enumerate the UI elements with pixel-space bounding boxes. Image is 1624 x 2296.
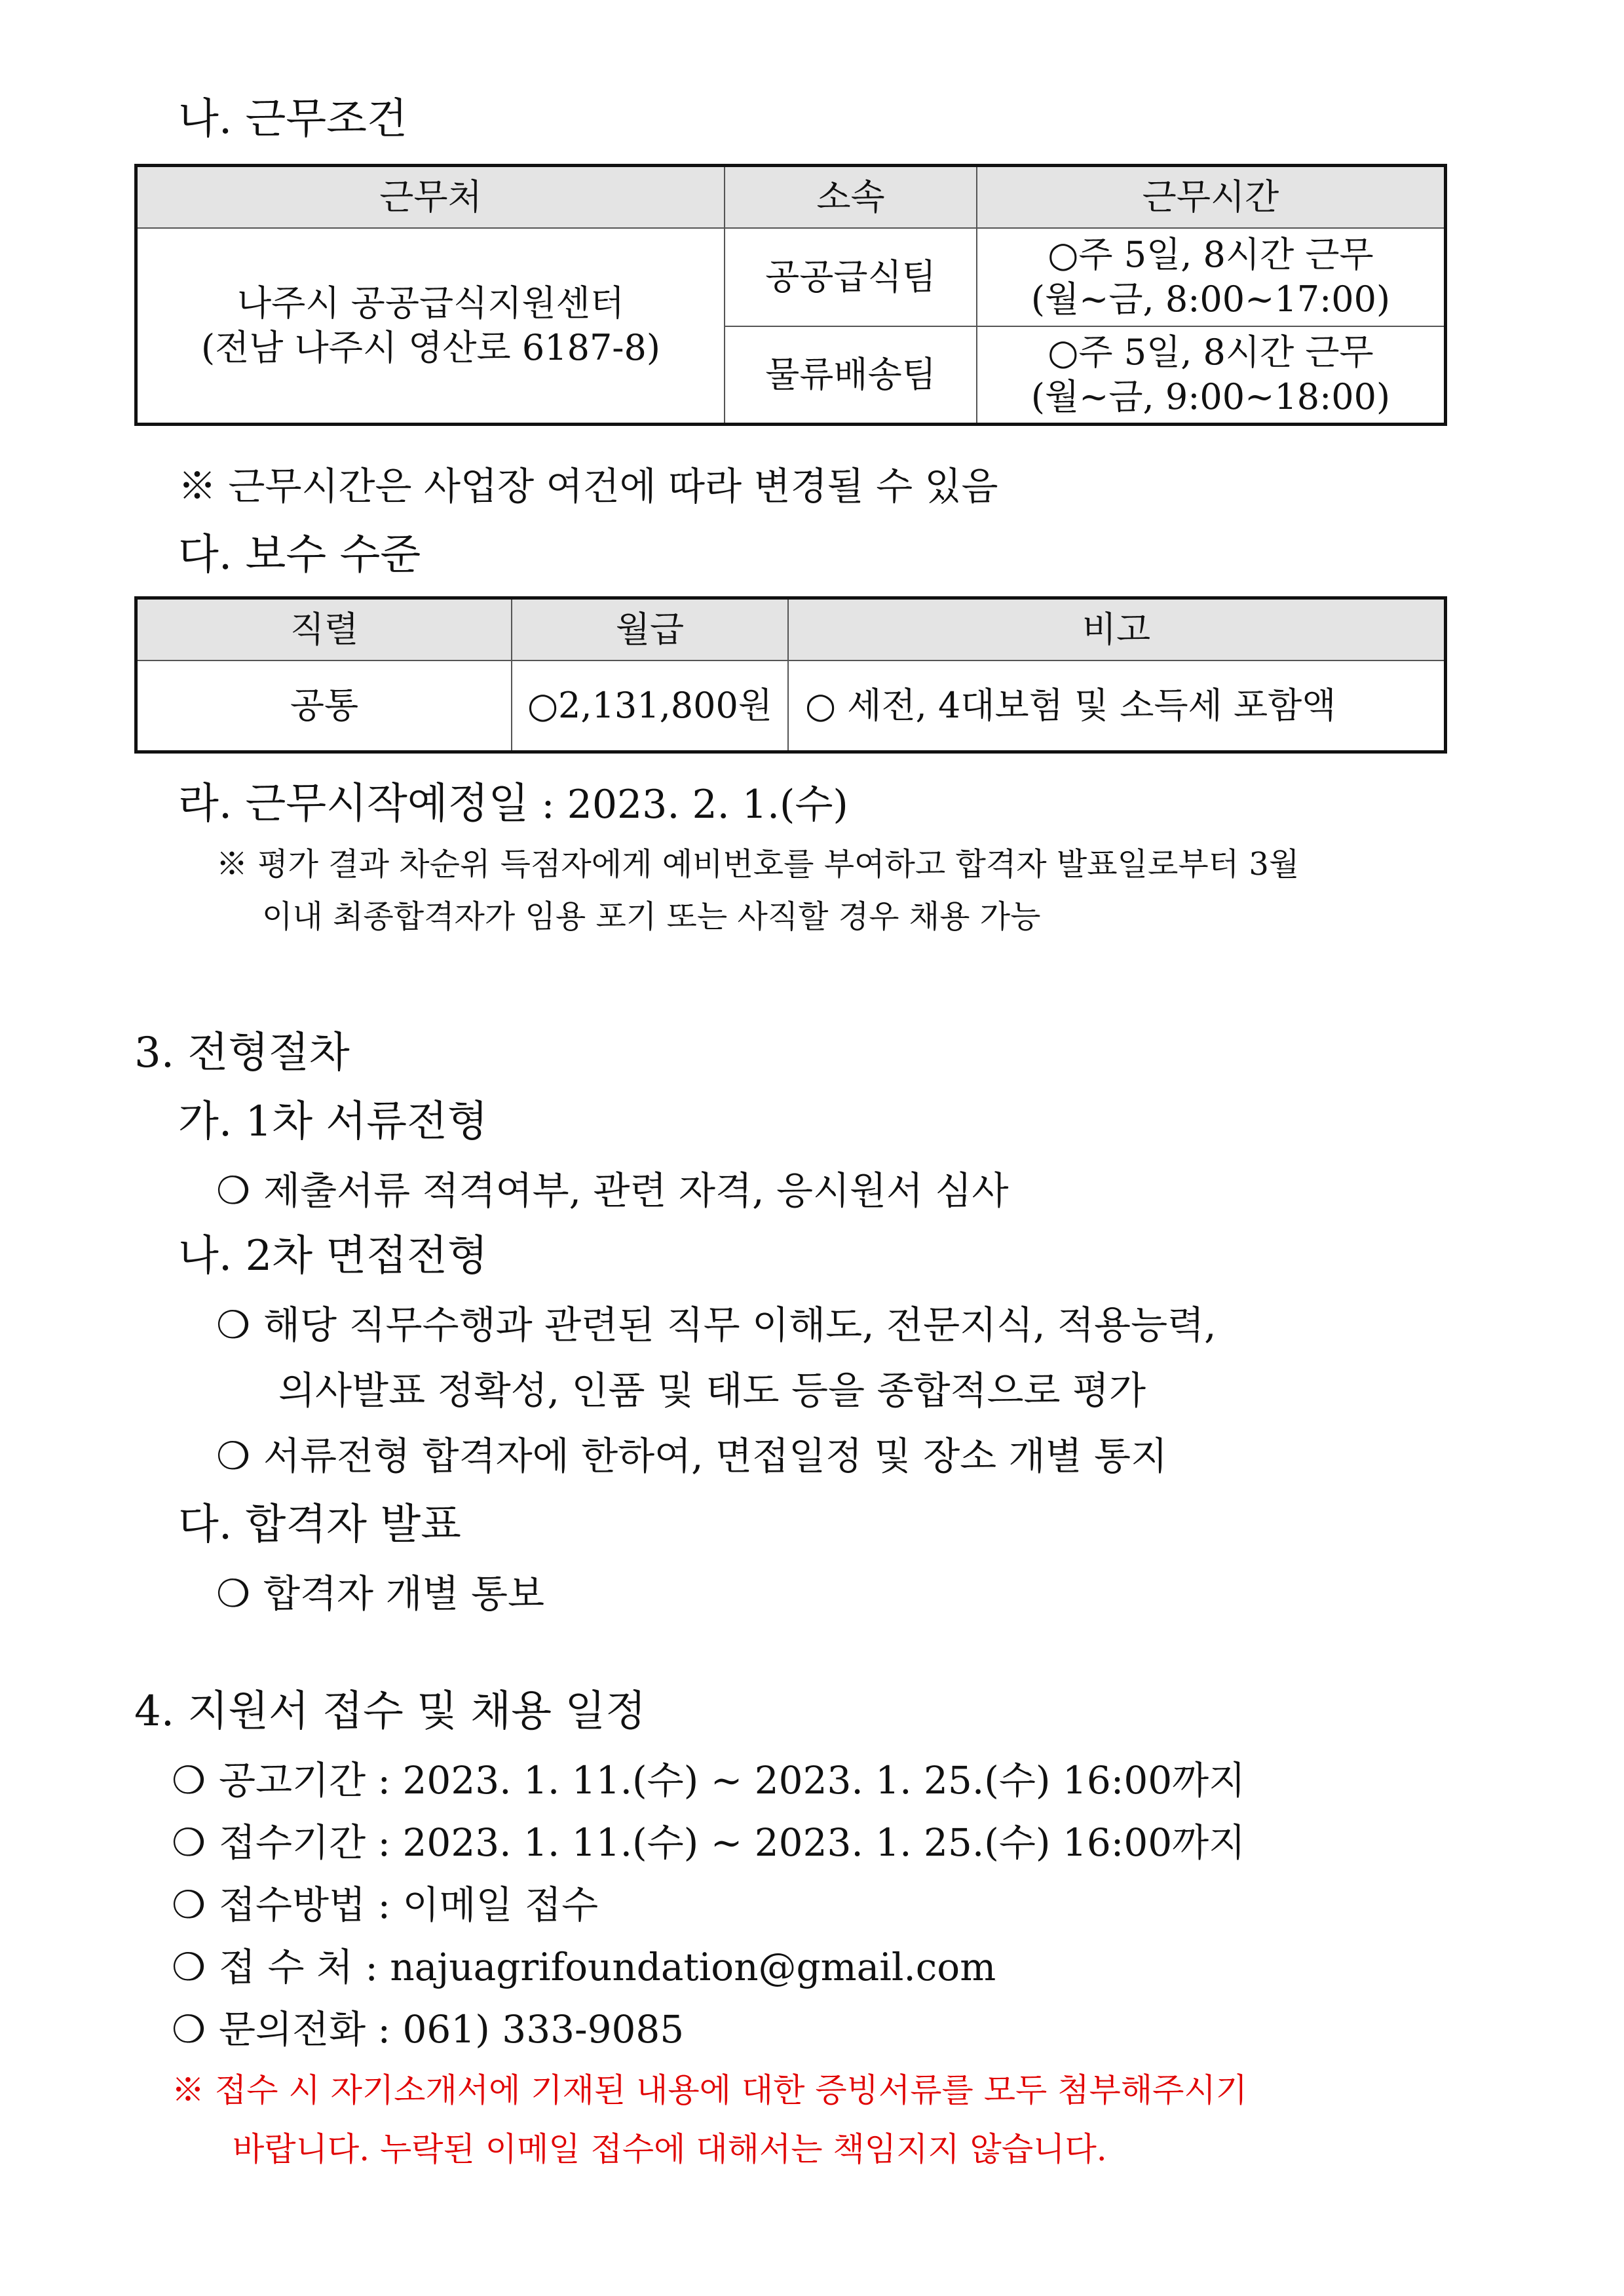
list-item [172,1936,996,1991]
list-item [172,1999,684,2054]
work-place-cell [136,228,725,425]
section-heading-application-schedule: 4. 지원서 접수 및 채용 일정 [134,1687,647,1736]
hours-text: ○주 5일, 8시간 근무 [1048,234,1374,275]
table-header: 소속 [725,166,977,228]
circle-bullet-icon: ❍ [216,1571,250,1616]
list-item: ❍ 해당 직무수행과 관련된 직무 이해도, 전문지식, 적용능력, [216,1303,1217,1347]
start-date-note-line2: 이내 최종합격자가 임용 포기 또는 사직할 경우 채용 가능 [262,898,1041,935]
work-hours-note: ※ 근무시간은 사업장 여건에 따라 변경될 수 있음 [178,464,998,508]
subsection-heading-document-screening: 가. 1차 서류전형 [178,1098,488,1146]
hours-cell [977,326,1446,425]
list-item: ❍ 접수기간 : 2023. 1. 11.(수) ∼ 2023. 1. 25.(수) 16:00까지 [172,1820,1246,1865]
pay-table [134,596,1447,754]
table-header: 월급 [512,598,788,660]
table-row [136,228,1446,326]
circle-bullet-icon: ❍ [172,2007,206,2052]
circle-bullet-icon: ❍ [172,1883,206,1927]
hours-text: ○주 5일, 8시간 근무 [1048,332,1374,373]
start-date-value: : 2023. 2. 1.(수) [529,782,848,828]
subsection-heading-announcement: 다. 합격자 발표 [178,1501,461,1549]
list-item: ❍ 서류전형 합격자에 한하여, 면접일정 및 장소 개별 통지 [216,1434,1168,1478]
hours-range: (월~금, 8:00~17:00) [1030,278,1391,320]
start-date-note-line1: ※ 평가 결과 차순위 득점자에게 예비번호를 부여하고 합격자 발표일로부터 3월 [216,846,1300,883]
job-type-cell: 공통 [136,660,512,752]
section-heading-start-date [178,770,848,830]
table-row [136,660,1446,752]
circle-bullet-icon: ❍ [172,1945,206,1989]
table-header: 근무처 [136,166,725,228]
circle-bullet-icon: ❍ [216,1168,250,1213]
circle-bullet-icon: ❍ [216,1434,250,1478]
hours-range: (월~금, 9:00~18:00) [1030,375,1391,417]
table-header: 직렬 [136,598,512,660]
team-cell: 공공급식팀 [725,228,977,326]
list-item-continuation: 의사발표 정확성, 인품 및 태도 등을 종합적으로 평가 [278,1368,1146,1413]
warning-note-line1: ※ 접수 시 자기소개서에 기재된 내용에 대한 증빙서류를 모두 첨부해주시기 [172,2071,1248,2109]
start-date-label: 라. 근무시작예정일 [178,780,529,828]
work-place-address: (전남 나주시 영산로 6187-8) [201,326,660,368]
team-cell: 물류배송팀 [725,326,977,425]
work-place-name: 나주시 공공급식지원센터 [237,282,624,324]
list-item: ❍ 공고기간 : 2023. 1. 11.(수) ∼ 2023. 1. 25.(수) 16:00까지 [172,1758,1246,1803]
circle-bullet-icon: ❍ [216,1303,250,1347]
hours-cell [977,228,1446,326]
contact-email: 접 수 처 : najuagrifoundation@gmail.com [219,1945,996,1989]
warning-note-line2: 바랍니다. 누락된 이메일 접수에 대해서는 책임지지 않습니다. [233,2130,1107,2168]
table-header: 비고 [788,598,1446,660]
table-header: 근무시간 [977,166,1446,228]
section-heading-pay: 다. 보수 수준 [178,531,421,579]
list-item: ❍ 합격자 개별 통보 [216,1571,545,1616]
salary-cell: ○2,131,800원 [512,660,788,752]
remark-cell: ○ 세전, 4대보험 및 소득세 포함액 [788,660,1446,752]
subsection-heading-interview: 나. 2차 면접전형 [178,1232,488,1280]
circle-bullet-icon: ❍ [172,1820,206,1865]
section-heading-selection-process: 3. 전형절차 [134,1029,350,1077]
circle-bullet-icon: ❍ [172,1758,206,1803]
list-item: ❍ 접수방법 : 이메일 접수 [172,1883,599,1927]
section-heading-work-conditions: 나. 근무조건 [178,95,407,144]
contact-phone: 문의전화 : 061) 333-9085 [219,2007,685,2052]
work-conditions-table [134,164,1447,426]
list-item: ❍ 제출서류 적격여부, 관련 자격, 응시원서 심사 [216,1168,1009,1213]
